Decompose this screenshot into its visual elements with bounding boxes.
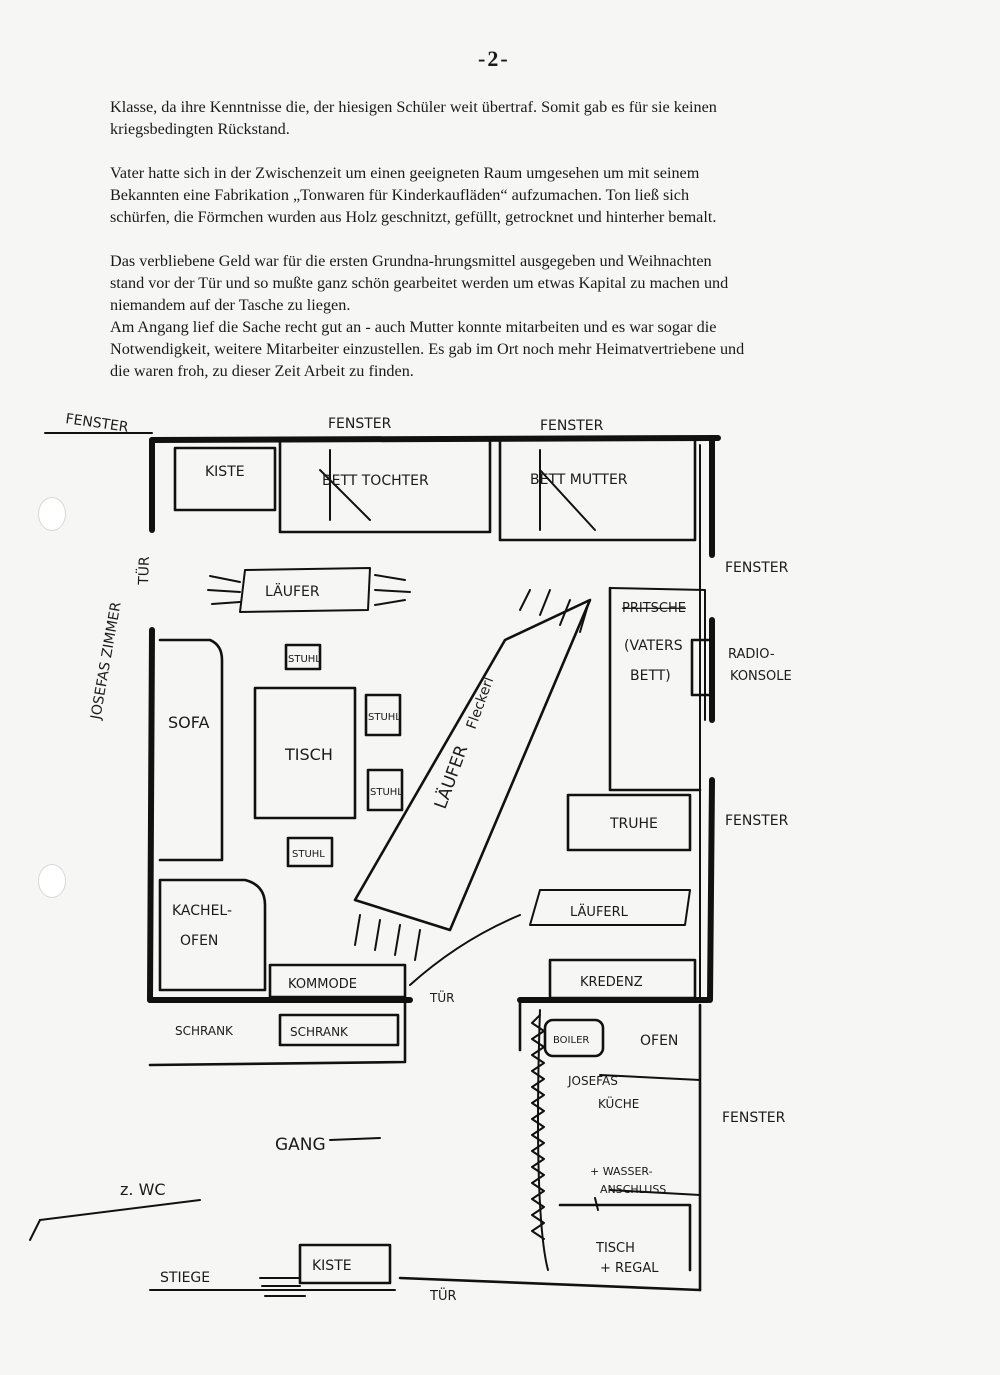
sofa-label: SOFA <box>168 713 210 732</box>
tisch-label: TISCH <box>285 745 333 764</box>
paragraph-1: Klasse, da ihre Kenntnisse die, der hiesigen Schüler weit übertraf. Somit gab es für sie keinen kriegsbedingten Rückstand. <box>110 98 717 138</box>
schrank-2-label: SCHRANK <box>290 1025 348 1039</box>
sofa-shape <box>160 640 222 860</box>
kommode-label: KOMMODE <box>288 977 357 992</box>
tisch-regal-label: TISCH + REGAL <box>596 1241 659 1276</box>
stuhl-right-1-label: STUHL <box>368 712 401 723</box>
laeufer-diagonal-shape <box>355 600 590 930</box>
josefas-kueche-label: JOSEFAS KÜCHE <box>568 1074 640 1111</box>
stiege-label: STIEGE <box>160 1270 211 1286</box>
stuhl-top-label: STUHL <box>288 654 321 665</box>
paragraph-4: Am Angang lief die Sache recht gut an - auch Mutter konnte mitarbeiten und es war sogar die Notwendigkeit, weitere Mitarbeiter einzustellen. Es gab im Ort noch mehr Heimatvertriebene und die waren froh, zu dieser Zeit Arbeit zu finden. <box>110 318 745 380</box>
door-label-left: TÜR <box>136 556 153 586</box>
bett-mutter-label: BETT MUTTER <box>530 472 628 488</box>
vaters-bett-label: (VATERS BETT) <box>624 638 683 684</box>
paragraph-2: Vater hatte sich in der Zwischenzeit um einen geeigneten Raum umgesehen um mit seinem Bekannten eine Fabrikation „Tonwaren für Kinderkaufläden“ aufzumachen. Ton ließ sich schürfen, die Förmchen wurden aus Holz geschnitzt, gefüllt, getrocknet und hinterher bemalt. <box>110 164 717 226</box>
boiler-label: BOILER <box>553 1035 590 1046</box>
vaters-bett-frame <box>610 588 700 790</box>
window-label-right-middle: FENSTER <box>725 813 789 829</box>
door-label-bottom: TÜR <box>430 991 455 1005</box>
kiste-top-label: KISTE <box>205 464 245 480</box>
laeufer-top-label: LÄUFER <box>265 584 320 600</box>
window-label-right-upper: FENSTER <box>725 560 789 576</box>
page-number: -2- <box>478 46 510 71</box>
gang-label: GANG <box>275 1135 326 1155</box>
window-label-top-left: FENSTER <box>64 411 130 436</box>
zu-wc-label: z. WC <box>120 1180 166 1199</box>
window-label-top-middle: FENSTER <box>328 416 392 432</box>
truhe-label: TRUHE <box>610 816 658 832</box>
wasseranschluss-label: + WASSER-ANSCHLUSS <box>590 1165 667 1196</box>
ofen-label: OFEN <box>640 1033 679 1049</box>
door-swing-bottom <box>410 915 520 985</box>
bett-tochter-label: BETT TOCHTER <box>322 473 429 489</box>
window-label-top-right: FENSTER <box>540 418 604 434</box>
door-label-stairs: TÜR <box>430 1289 457 1304</box>
laeuferl-label: LÄUFERL <box>570 905 628 920</box>
fleckerl-label: Fleckerl <box>463 675 498 732</box>
kachelofen-label: KACHEL-OFEN <box>172 903 233 949</box>
kredenz-label: KREDENZ <box>580 975 643 990</box>
laeufer-diagonal-label: LÄUFER <box>430 742 473 812</box>
room-label-josefa: JOSEFAS ZIMMER <box>88 600 125 721</box>
kiste-gang-label: KISTE <box>312 1258 352 1274</box>
radio-konsole-label: RADIO-KONSOLE <box>728 647 792 684</box>
window-label-right-lower: FENSTER <box>722 1110 786 1126</box>
stuhl-right-2-label: STUHL <box>370 787 403 798</box>
schrank-1-label: SCHRANK <box>175 1024 233 1038</box>
paragraph-3: Das verbliebene Geld war für die ersten Grundna-hrungsmittel ausgegeben und Weihnachten stand vor der Tür und so mußte ganz schön gearbeitet werden um etwas Kapital zu machen und niemandem auf der Tasche zu liegen. <box>110 252 729 314</box>
stuhl-bottom-label: STUHL <box>292 849 325 860</box>
bett-mutter-frame <box>500 440 695 540</box>
pritsche-label: PRITSCHE <box>622 601 686 616</box>
